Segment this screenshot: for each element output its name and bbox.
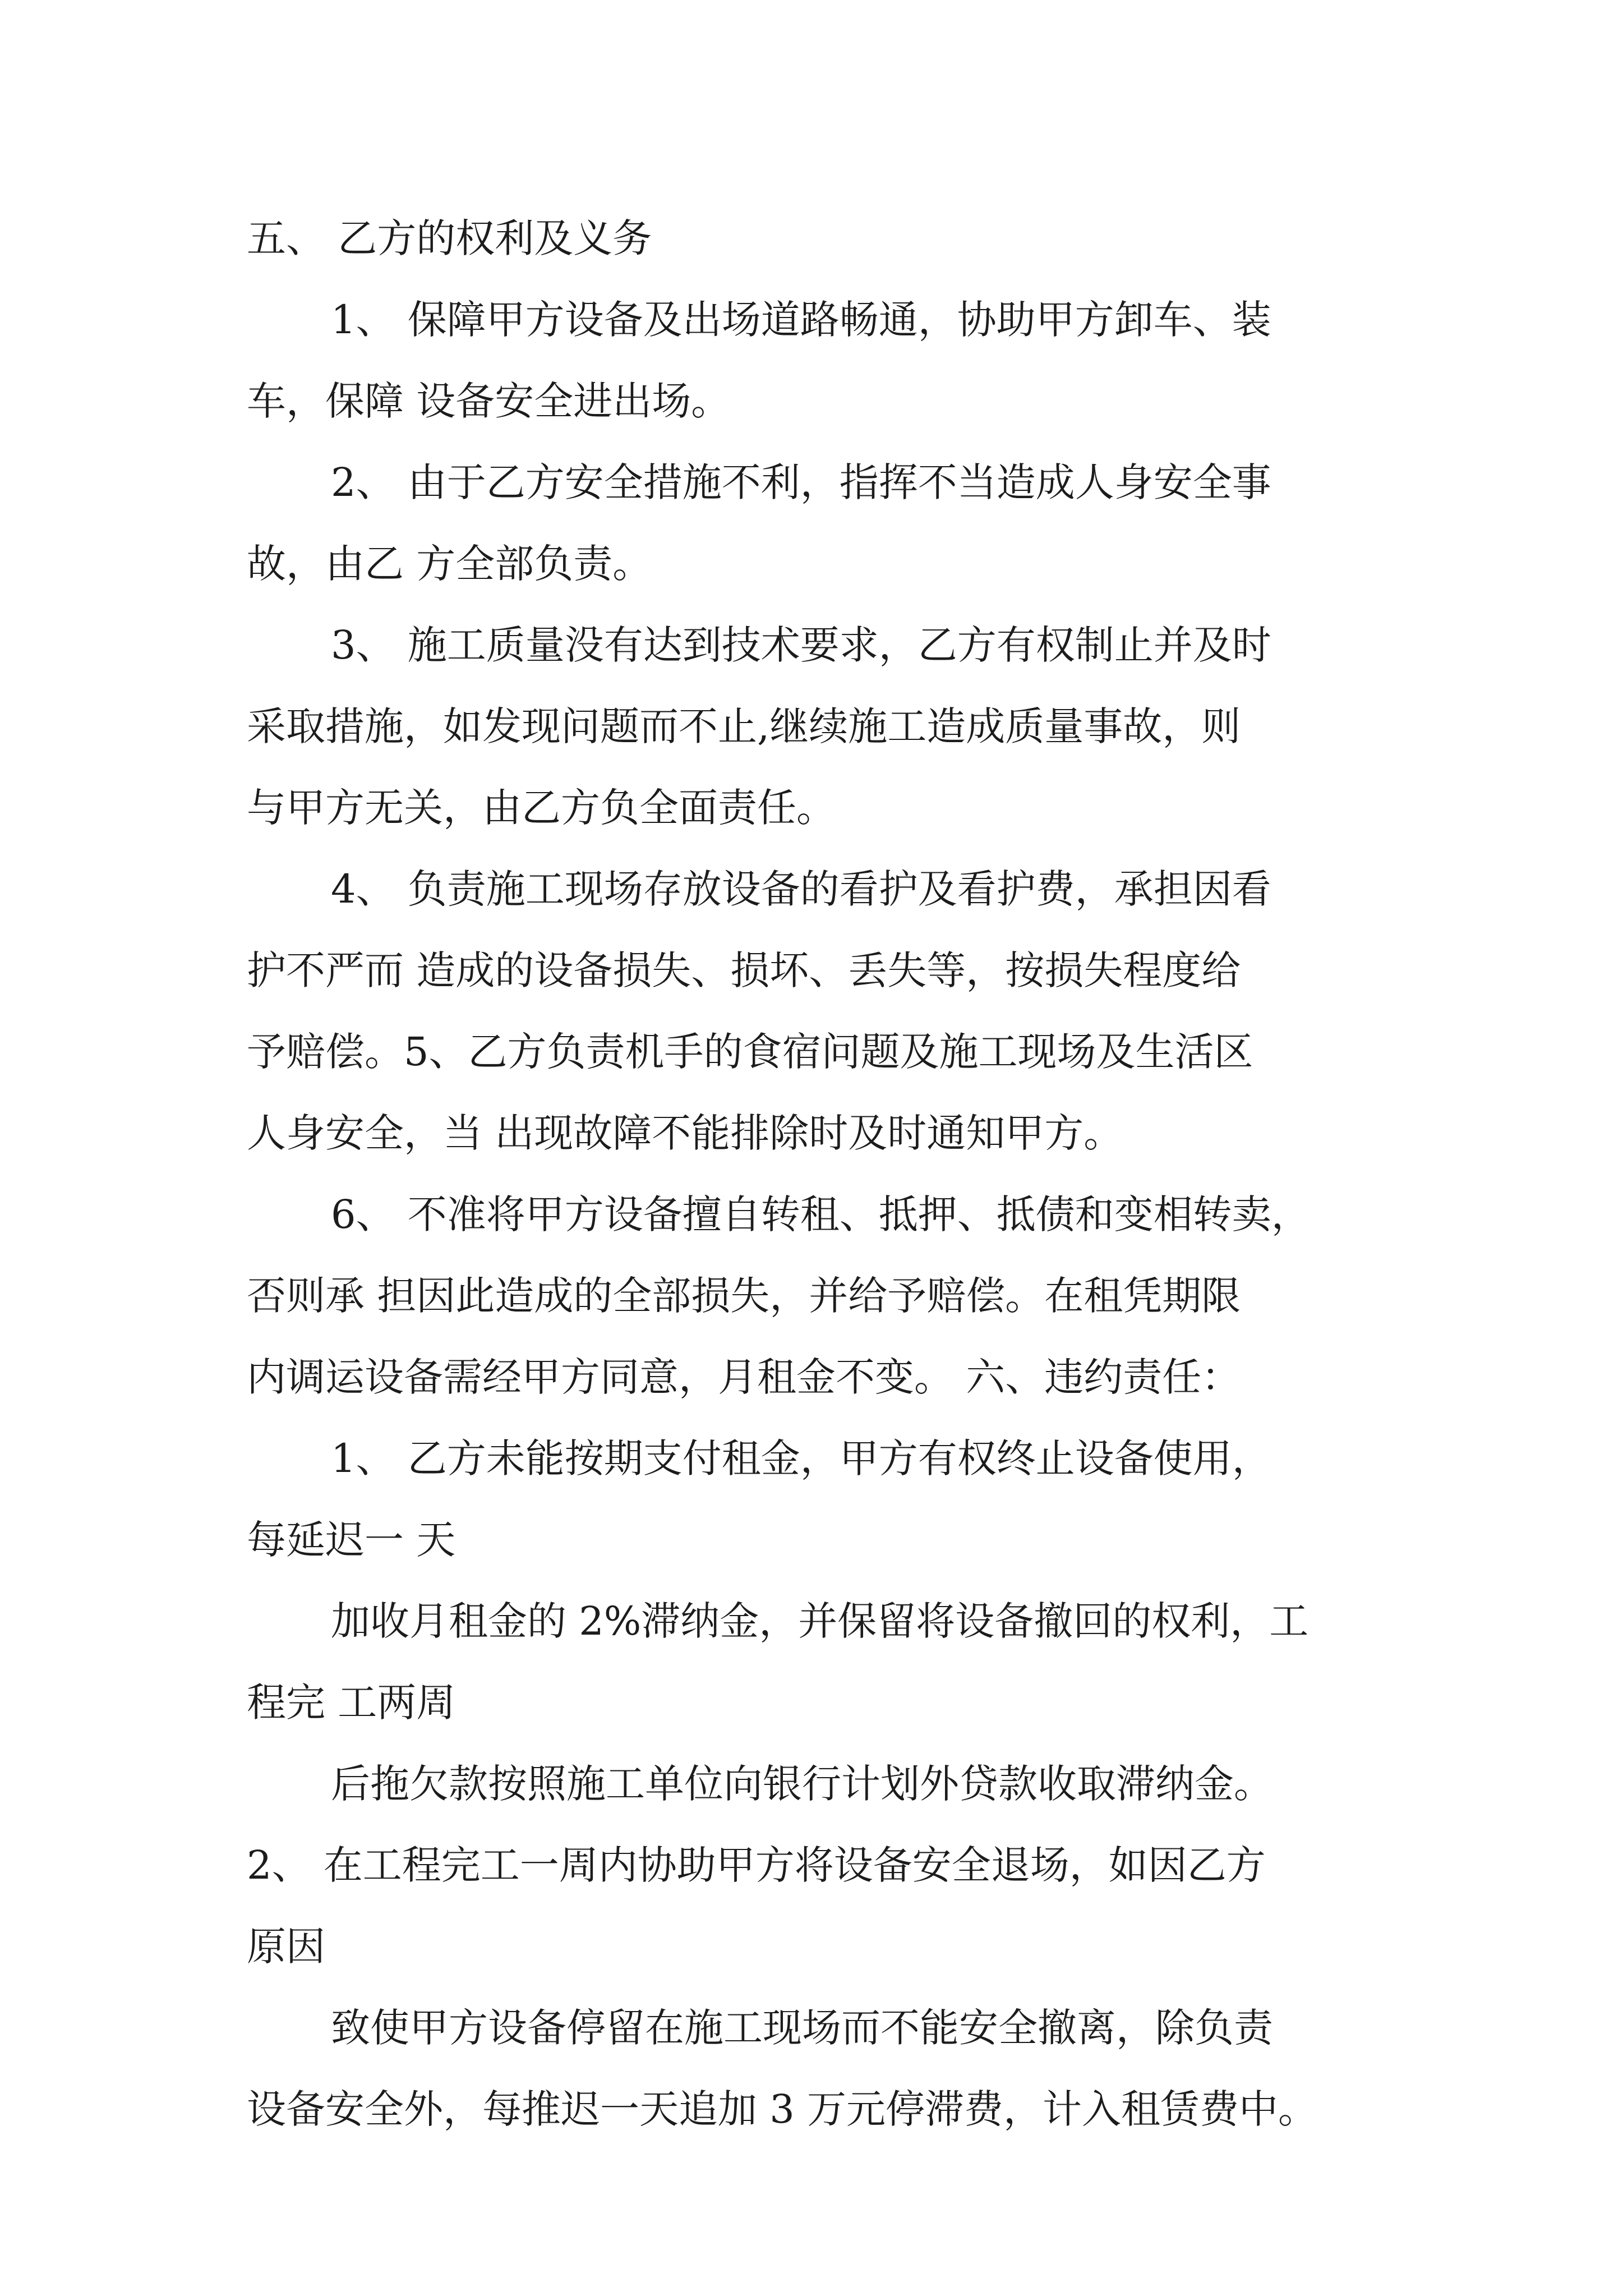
paragraph-line: 6、 不准将甲方设备擅自转租、抵押、抵债和变相转卖，: [331, 1191, 1311, 1237]
paragraph-line: 内调运设备需经甲方同意，月租金不变。 六、违约责任：: [247, 1354, 1241, 1400]
paragraph-line: 与甲方无关，由乙方负全面责任。: [247, 785, 836, 831]
section-heading: 五、 乙方的权利及义务: [247, 215, 652, 261]
paragraph-line: 故，由乙 方全部负责。: [247, 541, 652, 587]
paragraph-line: 2、 由于乙方安全措施不利，指挥不当造成人身安全事: [331, 459, 1271, 505]
paragraph-line: 原因: [247, 1924, 325, 1970]
paragraph-line: 否则承 担因此造成的全部损失，并给予赔偿。在租凭期限: [247, 1273, 1241, 1319]
paragraph-line: 设备安全外，每推迟一天追加 3 万元停滞费，计入租赁费中。: [247, 2086, 1318, 2132]
paragraph-line: 1、 乙方未能按期支付租金，甲方有权终止设备使用，: [331, 1435, 1271, 1481]
paragraph-line: 程完 工两周: [247, 1680, 456, 1726]
paragraph-line: 予赔偿。5、乙方负责机手的食宿问题及施工现场及生活区: [247, 1029, 1253, 1075]
paragraph-line: 车，保障 设备安全进出场。: [247, 378, 731, 424]
paragraph-line: 后拖欠款按照施工单位向银行计划外贷款收取滞纳金。: [331, 1761, 1273, 1807]
paragraph-line: 护不严而 造成的设备损失、损坏、丢失等，按损失程度给: [247, 947, 1241, 993]
paragraph-line: 4、 负责施工现场存放设备的看护及看护费，承担因看: [331, 866, 1271, 912]
paragraph-line: 致使甲方设备停留在施工现场而不能安全撤离，除负责: [331, 2005, 1273, 2051]
paragraph-line: 采取措施，如发现问题而不止,继续施工造成质量事故，则: [247, 703, 1241, 749]
paragraph-line: 2、 在工程完工一周内协助甲方将设备安全退场，如因乙方: [247, 1842, 1266, 1888]
paragraph-line: 1、 保障甲方设备及出场道路畅通，协助甲方卸车、装: [331, 297, 1271, 343]
paragraph-line: 3、 施工质量没有达到技术要求，乙方有权制止并及时: [331, 622, 1271, 668]
paragraph-line: 加收月租金的 2%滞纳金，并保留将设备撤回的权利，工: [331, 1598, 1309, 1644]
paragraph-line: 每延迟一 天: [247, 1517, 456, 1563]
paragraph-line: 人身安全，当 出现故障不能排除时及时通知甲方。: [247, 1110, 1123, 1156]
